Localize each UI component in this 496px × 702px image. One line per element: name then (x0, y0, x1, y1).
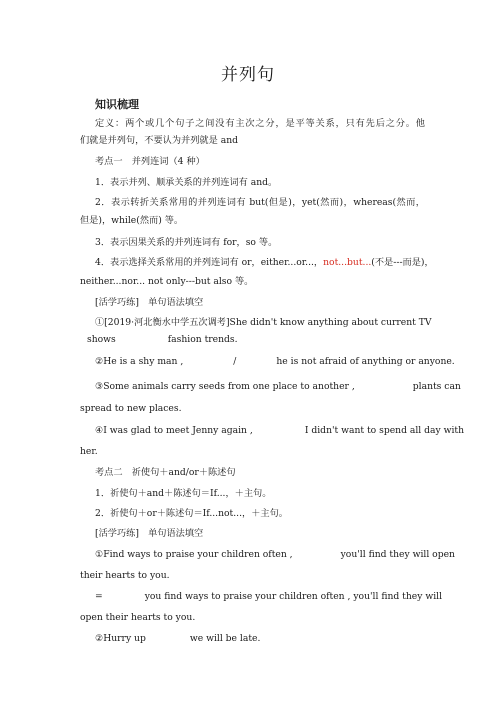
point-one-item-4-line-1 (95, 256, 434, 269)
definition-line-2: 们就是并列句，不要认为并列就是 and (80, 135, 239, 146)
practice-two-q1b-line-2: open their hearts to you. (80, 612, 196, 623)
practice-one-q3-line-1 (95, 380, 461, 393)
p2q1b-equals: = (95, 591, 103, 602)
practice-one-q1-line-2 (87, 333, 238, 346)
point-one-item-3: 3．表示因果关系的并列连词有 for，so 等。 (95, 237, 278, 248)
q4-part-a: ④I was glad to meet Jenny again , (95, 425, 253, 436)
practice-two-q1-line-2: their hearts to you. (80, 570, 170, 581)
point-one-item-4-line-2: neither...nor... not only---but also 等。 (80, 276, 254, 287)
section-heading: 知识梳理 (95, 98, 139, 111)
q2-slash: / (233, 356, 237, 367)
q2-part-a: ②He is a shy man , (95, 356, 184, 367)
point-one-header: 考点一 并列连词（4 种） (95, 156, 205, 167)
practice-one-q3-line-2: spread to new places. (80, 403, 182, 414)
practice-one-q4-line-2: her. (80, 446, 98, 457)
practice-two-q1-line-1 (95, 548, 455, 561)
practice-one-header: [活学巧练] 单句语法填空 (95, 297, 204, 308)
practice-two-header: [活学巧练] 单句语法填空 (95, 528, 204, 539)
page-title: 并列句 (221, 65, 275, 85)
q1-word-shows: shows (87, 334, 116, 345)
practice-one-q4-line-1 (95, 424, 464, 437)
p2q2-part-b: we will be late. (189, 633, 261, 644)
p2q1-part-b: you'll find they will open (340, 549, 455, 560)
point-one-item-2-line-1: 2．表示转折关系常用的并列连词有 but(但是)，yet(然而)，whereas(然而， (95, 197, 425, 208)
q1-word-fashion: fashion trends. (167, 334, 238, 345)
q3-part-b: plants can (412, 381, 461, 392)
point-two-item-1: 1．祈使句＋and＋陈述句＝If...，＋主句。 (95, 488, 272, 499)
practice-one-q1-line-1: ①[2019·河北衡水中学五次调考]She didn't know anything about current TV (95, 317, 432, 328)
practice-two-q2 (95, 632, 260, 645)
practice-one-q2 (95, 355, 455, 368)
q3-part-a: ③Some animals carry seeds from one place to another , (95, 381, 355, 392)
point-two-item-2: 2．祈使句＋or＋陈述句＝If...not...，＋主句。 (95, 508, 288, 519)
highlighted-conjunction: not...but... (323, 257, 372, 268)
practice-two-q1b-line-1 (95, 590, 442, 603)
item-4-text-after: (不是---而是)， (371, 257, 434, 268)
p2q1b-text: you find ways to praise your children often , you'll find they will (144, 591, 443, 602)
q4-part-b: I didn't want to spend all day with (304, 425, 465, 436)
p2q2-part-a: ②Hurry up (95, 633, 146, 644)
definition-line-1: 定义：两个或几个句子之间没有主次之分，是平等关系，只有先后之分。他 (95, 118, 425, 129)
point-one-item-1: 1．表示并列、顺承关系的并列连词有 and。 (95, 177, 278, 188)
point-one-item-2-line-2: 但是)，while(然而) 等。 (80, 215, 184, 226)
item-4-text-before: 4．表示选择关系常用的并列连词有 or，either...or...， (95, 257, 324, 268)
point-two-header: 考点二 祈使句＋and/or＋陈述句 (95, 467, 236, 478)
p2q1-part-a: ①Find ways to praise your children often , (95, 549, 293, 560)
q2-part-c: he is not afraid of anything or anyone. (276, 356, 455, 367)
